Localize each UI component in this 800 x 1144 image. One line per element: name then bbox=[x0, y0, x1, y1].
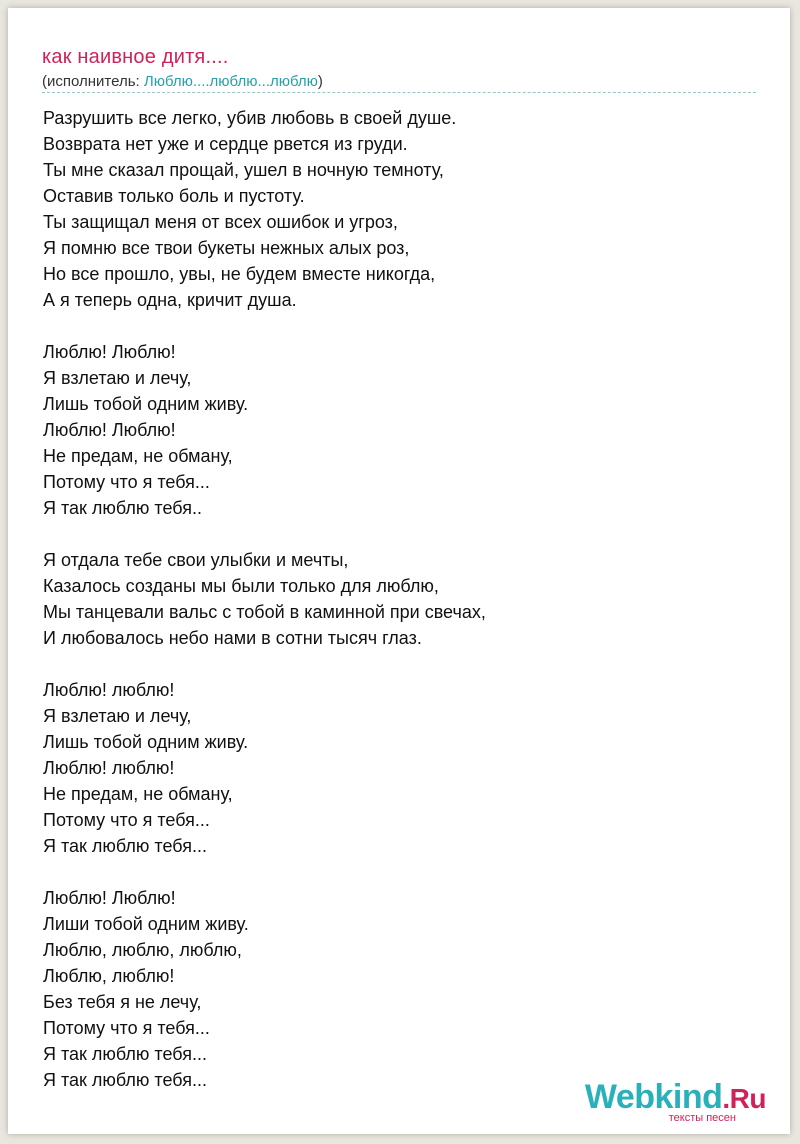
artist-link[interactable]: Люблю....люблю...люблю bbox=[143, 73, 318, 90]
lyric-line: Ты мне сказал прощай, ушел в ночную темноту, bbox=[43, 160, 444, 180]
lyric-line: Люблю! люблю! bbox=[43, 758, 175, 778]
lyric-line: Казалось созданы мы были только для люблю, bbox=[43, 576, 439, 596]
lyric-line: Люблю! Люблю! bbox=[43, 420, 176, 440]
lyric-line: Я так люблю тебя... bbox=[43, 1070, 207, 1090]
lyric-line: Оставив только боль и пустоту. bbox=[43, 186, 305, 206]
title-divider bbox=[42, 92, 756, 93]
lyrics-sheet bbox=[8, 8, 790, 1134]
lyric-line: Потому что я тебя... bbox=[43, 810, 210, 830]
lyric-line: Ты защищал меня от всех ошибок и угроз, bbox=[43, 212, 398, 232]
lyric-line: Люблю, люблю, люблю, bbox=[43, 940, 242, 960]
lyric-line: Люблю, люблю! bbox=[43, 966, 175, 986]
lyric-line: Лишь тобой одним живу. bbox=[43, 732, 249, 752]
lyric-line: Потому что я тебя... bbox=[43, 1018, 210, 1038]
song-title: как наивное дитя.... bbox=[42, 46, 229, 68]
lyric-line: Не предам, не обману, bbox=[43, 446, 233, 466]
lyric-line: Возврата нет уже и сердце рвется из груди. bbox=[43, 134, 408, 154]
logo-brand bbox=[585, 1080, 766, 1116]
lyric-line: Лишь тобой одним живу. bbox=[43, 394, 249, 414]
lyric-line: Я так люблю тебя.. bbox=[43, 498, 202, 518]
artist-line bbox=[42, 73, 323, 90]
lyric-line: Разрушить все легко, убив любовь в своей душе. bbox=[43, 108, 457, 128]
lyrics-body bbox=[43, 105, 763, 1093]
lyric-line: Я отдала тебе свои улыбки и мечты, bbox=[43, 550, 349, 570]
stanza-gap bbox=[43, 651, 763, 677]
lyric-line: Потому что я тебя... bbox=[43, 472, 210, 492]
lyric-line: Я взлетаю и лечу, bbox=[43, 368, 192, 388]
logo-brand-name: Webkind bbox=[584, 1078, 723, 1116]
stanza-gap bbox=[43, 521, 763, 547]
lyric-line: А я теперь одна, кричит душа. bbox=[43, 290, 297, 310]
artist-prefix: (исполнитель: bbox=[42, 73, 144, 90]
lyric-line: Люблю! люблю! bbox=[43, 680, 175, 700]
lyric-line: Люблю! Люблю! bbox=[43, 342, 176, 362]
lyric-line: Без тебя я не лечу, bbox=[43, 992, 202, 1012]
lyric-line: Я взлетаю и лечу, bbox=[43, 706, 192, 726]
lyric-line: Люблю! Люблю! bbox=[43, 888, 176, 908]
lyric-line: Мы танцевали вальс с тобой в каминной при свечах, bbox=[43, 602, 486, 622]
lyric-line: Я так люблю тебя... bbox=[43, 1044, 207, 1064]
stanza-gap bbox=[43, 859, 763, 885]
artist-suffix: ) bbox=[317, 73, 323, 90]
site-logo[interactable] bbox=[585, 1080, 766, 1124]
lyric-line: И любовалось небо нами в сотни тысяч глаз. bbox=[43, 628, 422, 648]
lyric-line: Я так люблю тебя... bbox=[43, 836, 207, 856]
lyric-line: Лиши тобой одним живу. bbox=[43, 914, 249, 934]
lyric-line: Я помню все твои букеты нежных алых роз, bbox=[43, 238, 410, 258]
lyric-line: Не предам, не обману, bbox=[43, 784, 233, 804]
lyric-line: Но все прошло, увы, не будем вместе никогда, bbox=[43, 264, 436, 284]
stanza-gap bbox=[43, 313, 763, 339]
logo-tld: .Ru bbox=[722, 1083, 766, 1114]
logo-tagline: тексты песен bbox=[668, 1112, 736, 1124]
